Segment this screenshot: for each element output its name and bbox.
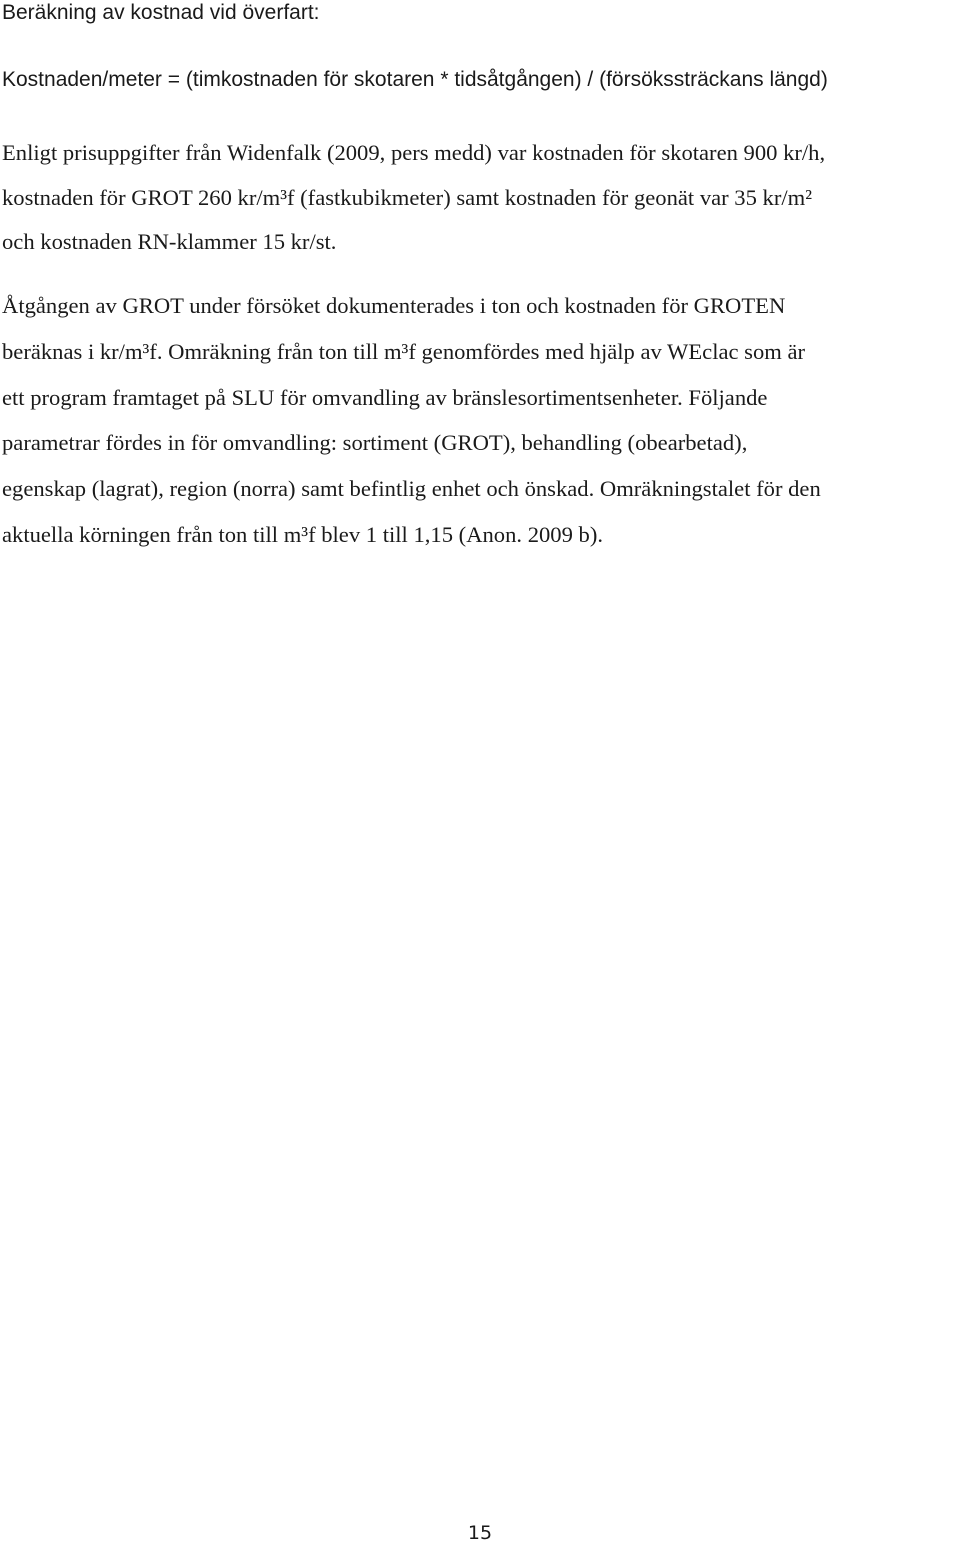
paragraph-prices xyxy=(2,131,825,265)
paragraph-conversion xyxy=(2,283,821,558)
paragraph-line: Åtgången av GROT under försöket dokumenterades i ton och kostnaden för GROTEN xyxy=(2,293,786,318)
section-heading: Beräkning av kostnad vid överfart: xyxy=(2,1,320,24)
paragraph-line: aktuella körningen från ton till m³f blev 1 till 1,15 (Anon. 2009 b). xyxy=(2,521,604,547)
paragraph-line: parametrar fördes in för omvandling: sortiment (GROT), behandling (obearbetad), xyxy=(2,430,748,456)
paragraph-line: beräknas i kr/m³f. Omräkning från ton till m³f genomfördes med hjälp av WEclac som är xyxy=(2,338,806,364)
paragraph-line: egenskap (lagrat), region (norra) samt befintlig enhet och önskad. Omräkningstalet för den xyxy=(2,476,821,502)
cost-formula: Kostnaden/meter = (timkostnaden för skotaren * tidsåtgången) / (försökssträckans längd) xyxy=(2,68,828,91)
paragraph-line: och kostnaden RN-klammer 15 kr/st. xyxy=(2,229,337,254)
paragraph-line: ett program framtaget på SLU för omvandling av bränslesortimentsenheter. Följande xyxy=(2,384,768,410)
page-number: 15 xyxy=(467,1522,493,1544)
paragraph-line: kostnaden för GROT 260 kr/m³f (fastkubikmeter) samt kostnaden för geonät var 35 kr/m² xyxy=(2,184,812,210)
paragraph-line: Enligt prisuppgifter från Widenfalk (2009, pers medd) var kostnaden för skotaren 900 kr/h, xyxy=(2,140,826,165)
